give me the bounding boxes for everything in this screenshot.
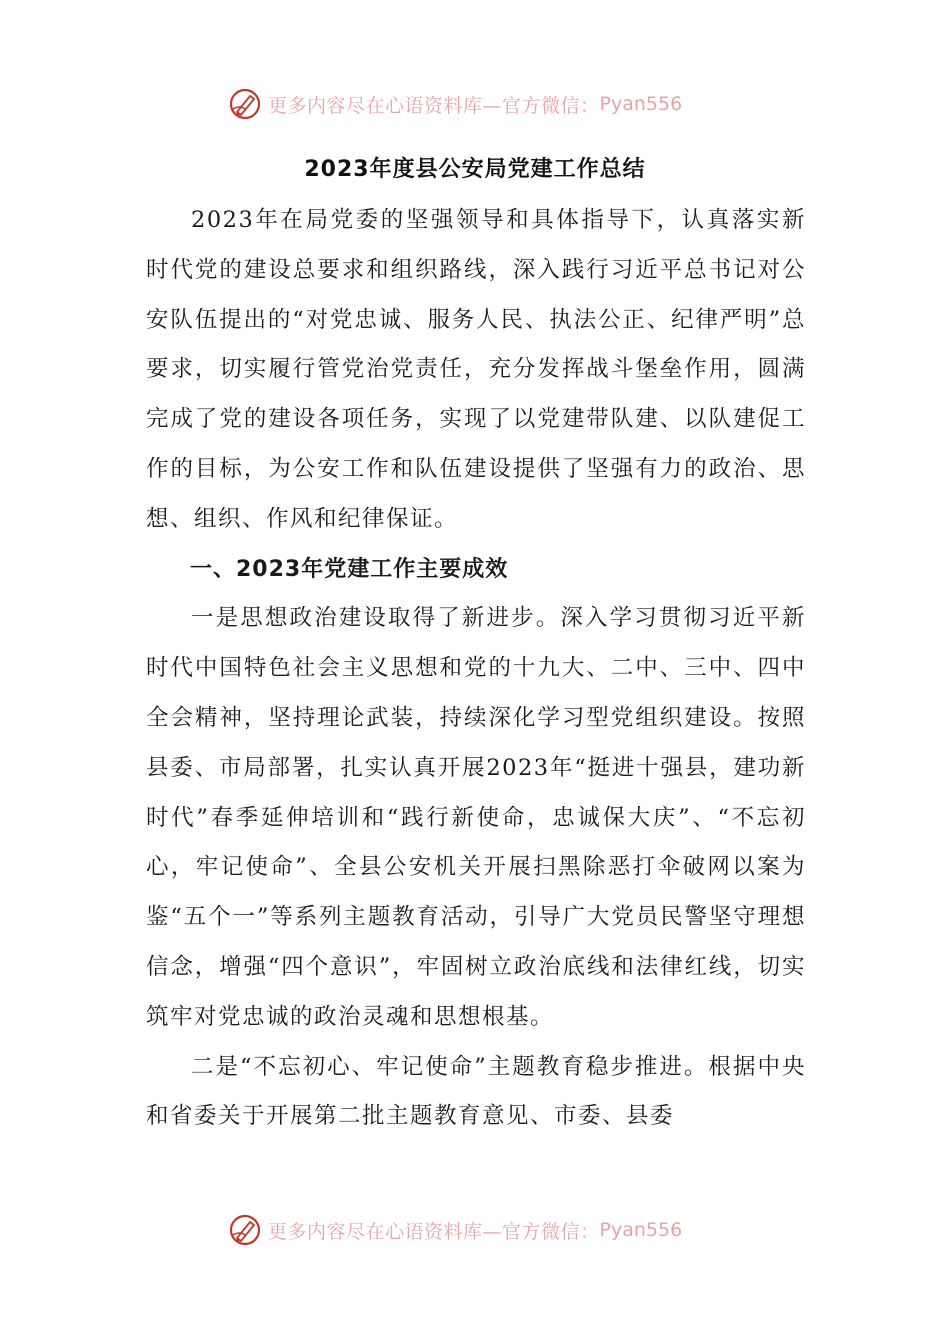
watermark-text: 更多内容尽在心语资料库—官方微信： (268, 94, 600, 117)
intro-paragraph: 2023年在局党委的坚强领导和具体指导下，认真落实新时代党的建设总要求和组织路线，深入践行习近平总书记对公安队伍提出的“对党忠诚、服务人民、执法公正、纪律严明”总要求，切实履行管党治党责任，充分发挥战斗堡垒作用，圆满完成了党的建设各项任务，实现了以党建带队建、以队建促工作的目标，为公安工作和队伍建设提供了坚强有力的政治、思想、组织、作风和纪律保证。 (146, 207, 806, 532)
paragraph-2: 二是“不忘初心、牢记使命”主题教育稳步推进。根据中央和省委关于开展第二批主题教育意见、市委、县委 (146, 1053, 806, 1130)
document-body (146, 196, 806, 1142)
section-heading: 一、2023年党建工作主要成效 (190, 556, 509, 582)
pen-logo-icon (228, 87, 262, 121)
pen-logo-icon (228, 1213, 262, 1247)
watermark-handle: Pyan556 (599, 1219, 683, 1241)
watermark-handle: Pyan556 (599, 93, 683, 115)
document-title: 2023年度县公安局党建工作总结 (304, 157, 646, 182)
paragraph-1: 一是思想政治建设取得了新进步。深入学习贯彻习近平新时代中国特色社会主义思想和党的十九大、二中、三中、四中全会精神，坚持理论武装，持续深化学习型党组织建设。按照县委、市局部署，扎实认真开展2023年“挺进十强县，建功新时代”春季延伸培训和“践行新使命，忠诚保大庆”、“不忘初心，牢记使命”、全县公安机关开展扫黑除恶打伞破网以案为鉴“五个一”等系列主题教育活动，引导广大党员民警坚守理想信念，增强“四个意识”，牢固树立政治底线和法律红线，切实筑牢对党忠诚的政治灵魂和思想根基。 (146, 605, 806, 1030)
watermark-banner-bottom (228, 1212, 748, 1248)
watermark-banner-top (228, 86, 748, 122)
watermark-text: 更多内容尽在心语资料库—官方微信： (268, 1220, 600, 1243)
